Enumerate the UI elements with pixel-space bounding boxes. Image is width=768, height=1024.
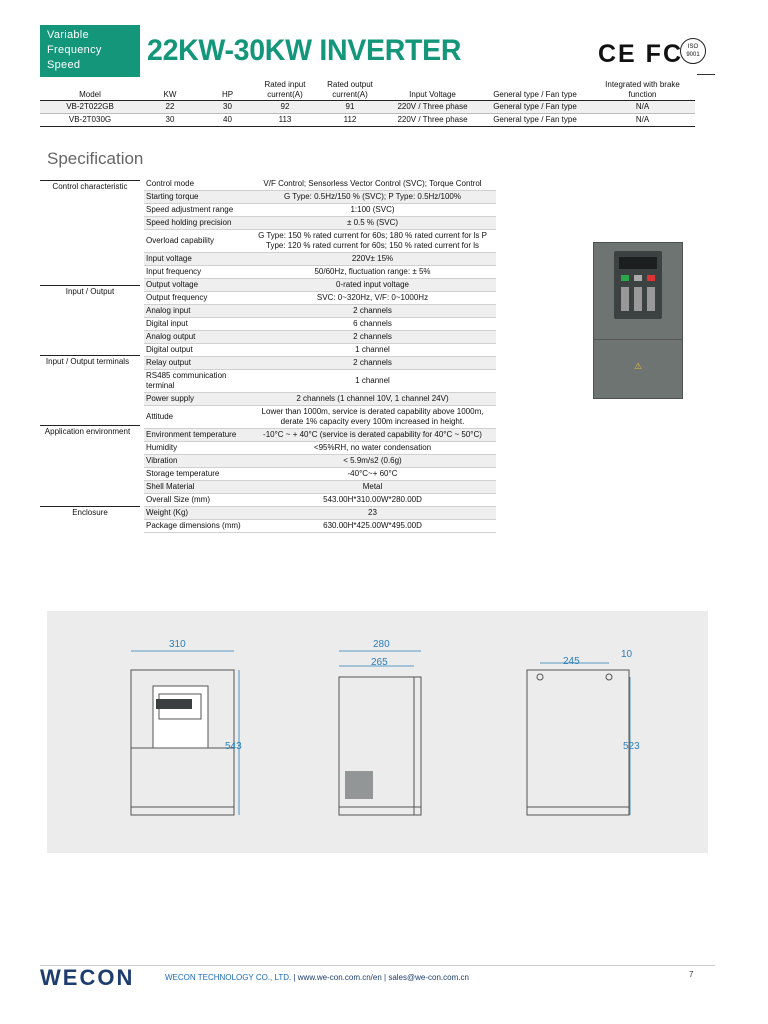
- spec-value: 2 channels: [249, 305, 496, 318]
- spec-row: [144, 455, 496, 468]
- col-header: Model: [40, 78, 140, 100]
- cell: VB-2T022GB: [40, 100, 140, 113]
- ce-fc-marks: CE FC: [598, 40, 683, 68]
- spec-param: Storage temperature: [144, 468, 249, 481]
- spec-param: Power supply: [144, 393, 249, 406]
- spec-value: -40°C~+ 60°C: [249, 468, 496, 481]
- spec-row: [144, 230, 496, 253]
- spec-row: [144, 318, 496, 331]
- spec-row: [144, 253, 496, 266]
- spec-row: [144, 494, 496, 507]
- spec-value: G Type: 150 % rated current for 60s; 180 % rated current for ls P Type: 120 % rated current for 60s; 150 % rated current for ls: [249, 230, 496, 253]
- spec-row: [144, 178, 496, 191]
- spec-value: 0-rated input voltage: [249, 279, 496, 292]
- spec-value: 50/60Hz, fluctuation range: ± 5%: [249, 266, 496, 279]
- cell: 220V / Three phase: [385, 113, 480, 126]
- col-header: Input Voltage: [385, 78, 480, 100]
- spec-param: Attitude: [144, 406, 249, 429]
- divider: [40, 355, 140, 356]
- spec-param: Starting torque: [144, 191, 249, 204]
- keypad-panel: [614, 251, 662, 319]
- category-badge: [40, 25, 140, 77]
- spec-param: Overload capability: [144, 230, 249, 253]
- spec-value: 1 channel: [249, 370, 496, 393]
- spec-row: [144, 429, 496, 442]
- spec-param: Input voltage: [144, 253, 249, 266]
- spec-row: [144, 442, 496, 455]
- cell: General type / Fan type: [480, 100, 590, 113]
- group-label: Control characteristic: [52, 182, 128, 191]
- side-panel: [414, 677, 421, 815]
- dim-label: 523: [623, 741, 640, 752]
- cell: 112: [315, 113, 385, 126]
- cell: N/A: [590, 100, 695, 113]
- divider: [40, 285, 140, 286]
- run-key: [621, 275, 629, 281]
- col-header: Integrated with brake function: [590, 78, 695, 100]
- divider: [40, 425, 140, 426]
- badge-line: Variable: [47, 29, 89, 41]
- spec-param: Output voltage: [144, 279, 249, 292]
- inverter-product-image: [593, 242, 683, 399]
- table-row: [40, 113, 695, 126]
- page-title: 22KW-30KW INVERTER: [147, 34, 462, 67]
- col-header: General type / Fan type: [480, 78, 590, 100]
- spec-value: G Type: 0.5Hz/150 % (SVC); P Type: 0.5Hz/100%: [249, 191, 496, 204]
- spec-param: Speed adjustment range: [144, 204, 249, 217]
- spec-row: [144, 191, 496, 204]
- divider: [697, 74, 715, 75]
- mount-hole: [537, 674, 543, 680]
- section-heading: Specification: [47, 149, 144, 168]
- spec-row: [144, 406, 496, 429]
- cell: 92: [255, 100, 315, 113]
- spec-param: Output frequency: [144, 292, 249, 305]
- col-header: HP: [200, 78, 255, 100]
- group-label: Input / Output: [65, 287, 115, 296]
- spec-row: [144, 481, 496, 494]
- iso-seal-icon: ISO 9001: [680, 38, 706, 64]
- badge-line: Frequency: [47, 44, 102, 56]
- spec-value: 630.00H*425.00W*495.00D: [249, 520, 496, 533]
- spec-param: Input frequency: [144, 266, 249, 279]
- dim-label: 265: [371, 657, 388, 668]
- dimension-drawings: [47, 611, 708, 853]
- spec-value: <95%RH, no water condensation: [249, 442, 496, 455]
- spec-param: Relay output: [144, 357, 249, 370]
- spec-value: SVC: 0~320Hz, V/F: 0~1000Hz: [249, 292, 496, 305]
- front-display-screen: [156, 699, 192, 709]
- group-label: Enclosure: [72, 508, 108, 517]
- company-name: WECON TECHNOLOGY CO., LTD.: [165, 973, 292, 982]
- stop-key: [647, 275, 655, 281]
- spec-row: [144, 357, 496, 370]
- dim-label: 543: [225, 741, 242, 752]
- spec-row: [144, 266, 496, 279]
- mount-hole: [606, 674, 612, 680]
- spec-value: 2 channels (1 channel 10V, 1 channel 24V): [249, 393, 496, 406]
- divider: [594, 339, 682, 340]
- footer-divider: [40, 965, 715, 966]
- vent-grille: [345, 771, 373, 799]
- dim-label: 10: [621, 649, 633, 660]
- footer-text: [165, 973, 469, 982]
- spec-row: [144, 204, 496, 217]
- spec-row: [144, 279, 496, 292]
- spec-value: < 5.9m/s2 (0.6g): [249, 455, 496, 468]
- spec-param: Speed holding precision: [144, 217, 249, 230]
- spec-param: Shell Material: [144, 481, 249, 494]
- spec-row: [144, 305, 496, 318]
- dim-label: 280: [373, 639, 390, 650]
- spec-value: ± 0.5 % (SVC): [249, 217, 496, 230]
- spec-row: [144, 292, 496, 305]
- divider: [40, 180, 140, 181]
- spec-param: Humidity: [144, 442, 249, 455]
- dim-label: 245: [563, 656, 580, 667]
- spec-value: V/F Control; Sensorless Vector Control (SVC); Torque Control: [249, 178, 496, 191]
- spec-param: Digital output: [144, 344, 249, 357]
- spec-param: Environment temperature: [144, 429, 249, 442]
- spec-row: [144, 370, 496, 393]
- spec-param: Vibration: [144, 455, 249, 468]
- spec-value: 220V± 15%: [249, 253, 496, 266]
- spec-param: Control mode: [144, 178, 249, 191]
- cell: 91: [315, 100, 385, 113]
- front-keypad: [153, 686, 208, 748]
- cell: 113: [255, 113, 315, 126]
- spec-param: Analog output: [144, 331, 249, 344]
- col-header: KW: [140, 78, 200, 100]
- spec-value: Metal: [249, 481, 496, 494]
- col-header: Rated output current(A): [315, 78, 385, 100]
- spec-value: 1:100 (SVC): [249, 204, 496, 217]
- spec-value: Lower than 1000m, service is derated capability above 1000m, derate 1% capacity every 100m increased in height.: [249, 406, 496, 429]
- cell: 40: [200, 113, 255, 126]
- group-label: Application environment: [44, 427, 131, 436]
- spec-row: [144, 507, 496, 520]
- cell: VB-2T030G: [40, 113, 140, 126]
- page-number: 7: [689, 970, 694, 979]
- spec-param: Package dimensions (mm): [144, 520, 249, 533]
- cell: N/A: [590, 113, 695, 126]
- company-logo: WECON: [40, 965, 135, 990]
- col-header: Rated input current(A): [255, 78, 315, 100]
- spec-value: 543.00H*310.00W*280.00D: [249, 494, 496, 507]
- spec-param: Digital input: [144, 318, 249, 331]
- key: [634, 275, 642, 281]
- spec-param: Weight (Kg): [144, 507, 249, 520]
- cell: 220V / Three phase: [385, 100, 480, 113]
- table-header-row: [40, 78, 695, 100]
- spec-param: RS485 communication terminal: [144, 370, 249, 393]
- spec-row: [144, 393, 496, 406]
- cell: 22: [140, 100, 200, 113]
- spec-value: 1 channel: [249, 344, 496, 357]
- spec-row: [144, 520, 496, 533]
- key-grid: [621, 287, 655, 311]
- spec-table: [144, 178, 496, 533]
- group-label: Input / Output terminals: [45, 357, 130, 366]
- spec-value: 23: [249, 507, 496, 520]
- cell: General type / Fan type: [480, 113, 590, 126]
- cell: 30: [140, 113, 200, 126]
- table-row: [40, 100, 695, 113]
- spec-row: [144, 344, 496, 357]
- spec-row: [144, 468, 496, 481]
- spec-param: Overall Size (mm): [144, 494, 249, 507]
- divider: [40, 506, 140, 507]
- spec-param: Analog input: [144, 305, 249, 318]
- rear-view-outline: [527, 670, 629, 815]
- display-screen: [619, 257, 657, 269]
- model-table: [40, 78, 695, 127]
- badge-line: Speed: [47, 59, 81, 71]
- contact-info: | www.we-con.com.cn/en | sales@we-con.com.cn: [291, 973, 469, 982]
- dim-label: 310: [169, 639, 186, 650]
- spec-row: [144, 217, 496, 230]
- spec-row: [144, 331, 496, 344]
- spec-value: 2 channels: [249, 357, 496, 370]
- cell: 30: [200, 100, 255, 113]
- warning-icon: ⚠: [634, 361, 643, 371]
- spec-value: 6 channels: [249, 318, 496, 331]
- spec-value: 2 channels: [249, 331, 496, 344]
- spec-value: -10°C ~ + 40°C (service is derated capability for 40°C ~ 50°C): [249, 429, 496, 442]
